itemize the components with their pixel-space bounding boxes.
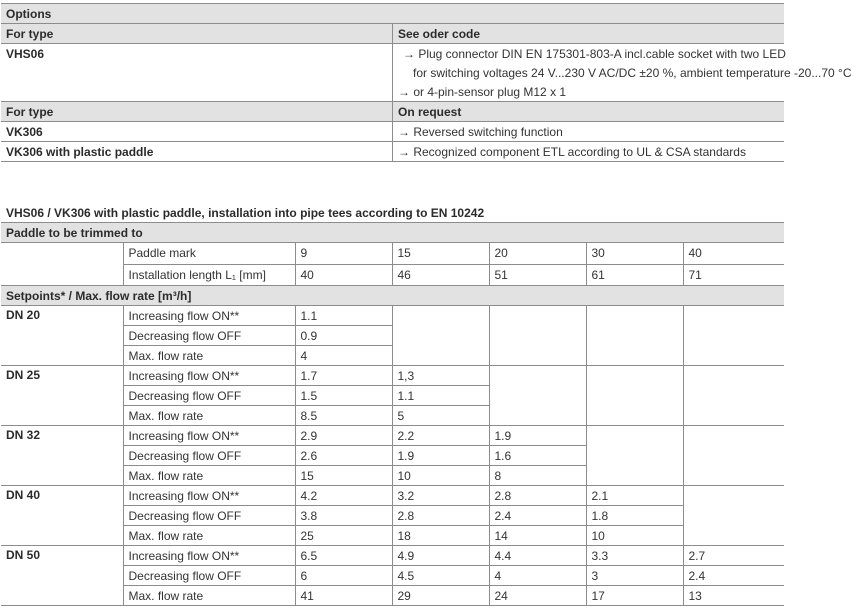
vk306-row — [1, 122, 784, 142]
header-for-type: For type — [1, 24, 393, 44]
dn-label: DN 25 — [1, 366, 123, 426]
setpoint-row-label: Max. flow rate — [123, 346, 295, 366]
setpoint-value: 0.9 — [295, 326, 392, 346]
setpoint-value: 25 — [295, 526, 392, 546]
setpoint-row-label: Increasing flow ON** — [123, 486, 295, 506]
vk306-plastic-text: → Recognized component ETL according to UL & CSA standards — [393, 142, 785, 162]
setpoint-value — [586, 326, 683, 346]
vk306-plastic-type: VK306 with plastic paddle — [1, 142, 393, 162]
setpoint-row — [1, 306, 784, 326]
setpoint-value — [586, 346, 683, 366]
dn-label: DN 40 — [1, 486, 123, 546]
options-table — [1, 3, 852, 162]
setpoint-value: 15 — [295, 466, 392, 486]
paddle-mark-value: 30 — [586, 243, 683, 265]
setpoint-value: 3.8 — [295, 506, 392, 526]
vhs06-line-2: for switching voltages 24 V...230 V AC/DC ±20 %, ambient temperature -20...70 °C — [393, 63, 785, 82]
setpoint-value: 4.5 — [392, 566, 489, 586]
install-length-value: 46 — [392, 264, 489, 286]
setpoint-value — [683, 446, 784, 466]
setpoint-row-label: Max. flow rate — [123, 466, 295, 486]
vk306-plastic-row — [1, 142, 784, 162]
setpoint-value: 1.5 — [295, 386, 392, 406]
setpoint-value: 2.8 — [489, 486, 586, 506]
setpoint-value: 13 — [683, 586, 784, 606]
setpoint-value: 24 — [489, 586, 586, 606]
install-length-value: 51 — [489, 264, 586, 286]
options-header-row-1 — [1, 24, 784, 44]
vhs06-line-3: → or 4-pin-sensor plug M12 x 1 — [393, 82, 785, 102]
install-length-value: 71 — [683, 264, 784, 286]
setpoint-value: 2.8 — [392, 506, 489, 526]
setpoint-value: 10 — [392, 466, 489, 486]
pipe-tees-table — [1, 203, 784, 606]
setpoint-value — [683, 466, 784, 486]
setpoint-value: 1.9 — [392, 446, 489, 466]
setpoints-header-row — [1, 286, 784, 306]
setpoint-row — [1, 486, 784, 506]
paddle-mark-value: 9 — [295, 243, 392, 265]
setpoint-value — [392, 306, 489, 326]
install-length-label: Installation length L₁ [mm] — [123, 264, 295, 286]
setpoint-value — [683, 426, 784, 446]
dn-label: DN 20 — [1, 306, 123, 366]
setpoint-row-label: Decreasing flow OFF — [123, 506, 295, 526]
setpoint-value: 2.9 — [295, 426, 392, 446]
vk306-text: → Reversed switching function — [393, 122, 785, 142]
setpoint-row-label: Increasing flow ON** — [123, 306, 295, 326]
setpoint-value: 2.4 — [489, 506, 586, 526]
setpoint-value — [489, 366, 586, 386]
setpoint-value: 2.1 — [586, 486, 683, 506]
trim-header: Paddle to be trimmed to — [1, 223, 784, 243]
setpoint-value: 2.7 — [683, 546, 784, 566]
setpoint-value — [586, 366, 683, 386]
paddle-mark-row — [1, 243, 784, 265]
setpoint-row-label: Max. flow rate — [123, 526, 295, 546]
setpoint-row-label: Max. flow rate — [123, 586, 295, 606]
setpoint-value: 6 — [295, 566, 392, 586]
vhs06-row-1 — [1, 44, 784, 64]
paddle-mark-value: 20 — [489, 243, 586, 265]
setpoint-value: 1.1 — [295, 306, 392, 326]
setpoint-value: 2.2 — [392, 426, 489, 446]
setpoint-value: 14 — [489, 526, 586, 546]
install-length-value: 61 — [586, 264, 683, 286]
tees-title: VHS06 / VK306 with plastic paddle, installation into pipe tees according to EN 10242 — [1, 203, 784, 223]
setpoint-value — [683, 306, 784, 326]
setpoint-row-label: Max. flow rate — [123, 406, 295, 426]
install-length-value: 40 — [295, 264, 392, 286]
setpoint-value: 1,3 — [392, 366, 489, 386]
vhs06-type: VHS06 — [6, 46, 45, 61]
dn-label: DN 32 — [1, 426, 123, 486]
setpoint-value — [489, 346, 586, 366]
setpoint-value — [586, 406, 683, 426]
setpoint-row-label: Decreasing flow OFF — [123, 566, 295, 586]
setpoint-value: 18 — [392, 526, 489, 546]
setpoint-value — [683, 506, 784, 526]
setpoint-row — [1, 366, 784, 386]
setpoint-value — [683, 326, 784, 346]
vhs06-row-2 — [1, 63, 784, 82]
setpoint-value — [683, 366, 784, 386]
setpoint-value: 3.3 — [586, 546, 683, 566]
setpoint-value — [683, 486, 784, 506]
setpoint-value — [683, 346, 784, 366]
setpoint-value — [586, 306, 683, 326]
setpoint-value — [489, 326, 586, 346]
setpoint-value — [683, 386, 784, 406]
setpoints-header: Setpoints* / Max. flow rate [m³/h] — [1, 286, 784, 306]
tees-title-row — [1, 203, 784, 223]
setpoint-value — [586, 466, 683, 486]
install-length-row — [1, 264, 784, 286]
setpoint-value — [489, 386, 586, 406]
setpoint-row-label: Decreasing flow OFF — [123, 326, 295, 346]
setpoint-value: 4 — [489, 566, 586, 586]
setpoint-value — [489, 406, 586, 426]
setpoint-value: 1.6 — [489, 446, 586, 466]
paddle-mark-value: 15 — [392, 243, 489, 265]
setpoint-value — [586, 446, 683, 466]
setpoint-value: 3 — [586, 566, 683, 586]
header-see-order-code: See oder code — [393, 24, 785, 44]
vhs06-line-1: → Plug connector DIN EN 175301-803-A incl.cable socket with two LED — [393, 44, 785, 64]
setpoint-value: 29 — [392, 586, 489, 606]
header-on-request: On request — [393, 102, 785, 122]
setpoint-value: 1.1 — [392, 386, 489, 406]
vhs06-row-3 — [1, 82, 784, 102]
setpoint-value: 6.5 — [295, 546, 392, 566]
trim-header-row — [1, 223, 784, 243]
options-title: Options — [1, 4, 784, 24]
setpoint-value — [683, 526, 784, 546]
options-header-row-2 — [1, 102, 784, 122]
options-title-row — [1, 4, 784, 24]
setpoint-row-label: Decreasing flow OFF — [123, 386, 295, 406]
setpoint-value: 41 — [295, 586, 392, 606]
vk306-type: VK306 — [1, 122, 393, 142]
setpoint-value — [586, 426, 683, 446]
setpoint-value: 2.4 — [683, 566, 784, 586]
setpoint-value — [489, 306, 586, 326]
setpoint-value — [683, 406, 784, 426]
paddle-mark-value: 40 — [683, 243, 784, 265]
setpoint-value — [392, 326, 489, 346]
setpoint-value: 1.8 — [586, 506, 683, 526]
setpoint-row-label: Increasing flow ON** — [123, 366, 295, 386]
setpoint-value: 8.5 — [295, 406, 392, 426]
setpoint-value: 4.9 — [392, 546, 489, 566]
setpoint-groups — [1, 306, 784, 606]
setpoint-value: 1.9 — [489, 426, 586, 446]
setpoint-value: 2.6 — [295, 446, 392, 466]
setpoint-value: 1.7 — [295, 366, 392, 386]
setpoint-value: 8 — [489, 466, 586, 486]
setpoint-value: 4 — [295, 346, 392, 366]
setpoint-row-label: Decreasing flow OFF — [123, 446, 295, 466]
setpoint-value: 4.2 — [295, 486, 392, 506]
header-for-type-2: For type — [1, 102, 393, 122]
setpoint-row — [1, 546, 784, 566]
dn-label: DN 50 — [1, 546, 123, 606]
setpoint-row — [1, 426, 784, 446]
setpoint-value: 4.4 — [489, 546, 586, 566]
setpoint-row-label: Increasing flow ON** — [123, 546, 295, 566]
setpoint-value: 5 — [392, 406, 489, 426]
setpoint-value — [586, 386, 683, 406]
setpoint-value — [392, 346, 489, 366]
setpoint-value: 10 — [586, 526, 683, 546]
setpoint-value: 3.2 — [392, 486, 489, 506]
paddle-mark-label: Paddle mark — [123, 243, 295, 265]
setpoint-row-label: Increasing flow ON** — [123, 426, 295, 446]
setpoint-value: 17 — [586, 586, 683, 606]
